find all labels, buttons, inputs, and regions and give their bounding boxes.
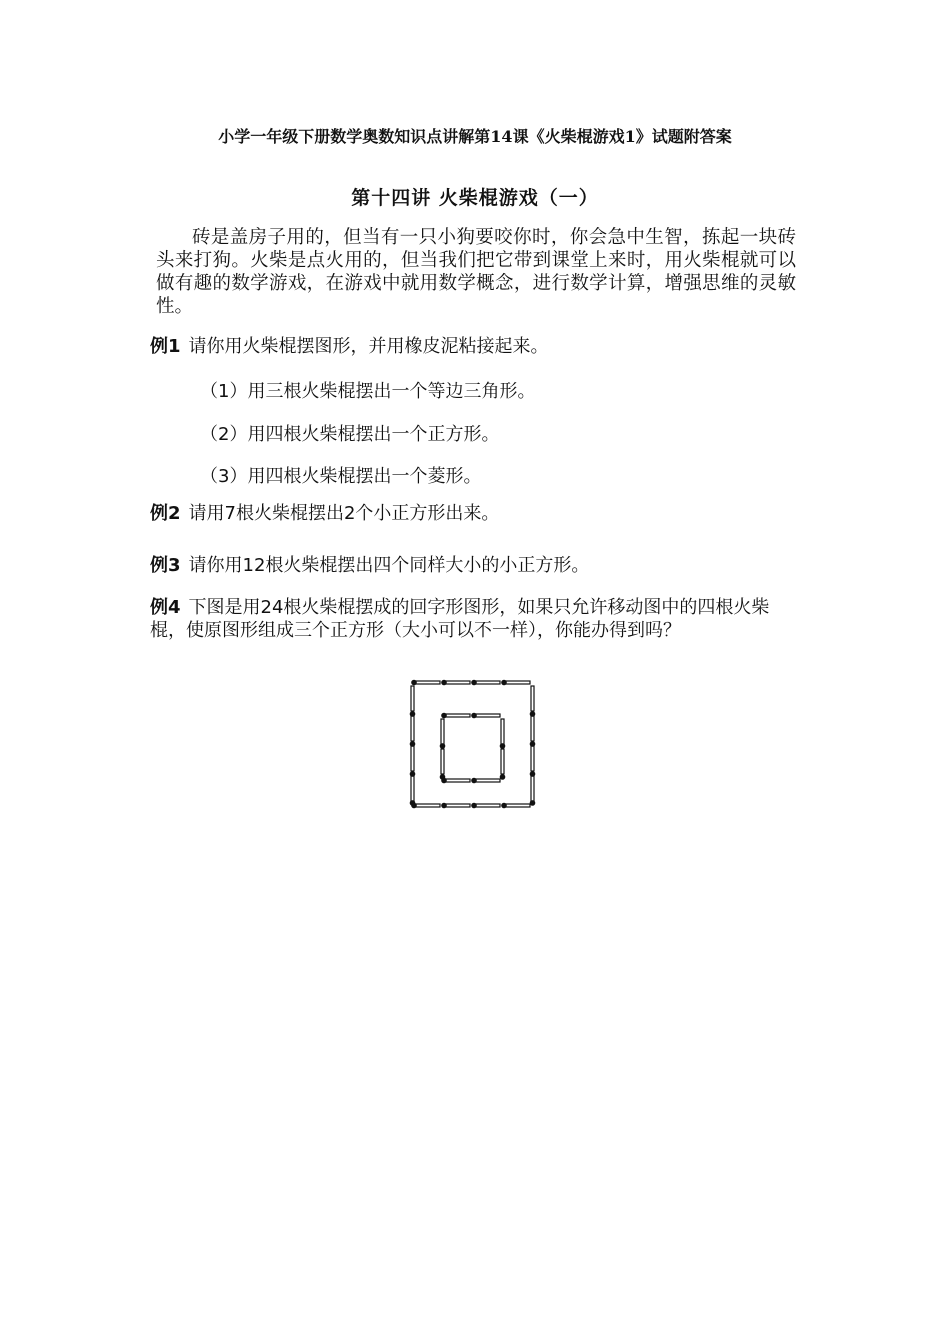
example-1-item-1: （1）用三根火柴棍摆出一个等边三角形。	[200, 381, 536, 402]
lesson-title: 第十四讲 火柴棍游戏（一）	[351, 187, 599, 209]
example-4-text: 下图是用24根火柴棍摆成的回字形图形，如果只允许移动图中的四根火柴棍，使原图形组成三个正方形（大小可以不一样），你能办得到吗？	[150, 597, 770, 641]
example-1-item-3: （3）用四根火柴棍摆出一个菱形。	[200, 466, 482, 487]
intro-paragraph: 砖是盖房子用的，但当有一只小狗要咬你时，你会急中生智，拣起一块砖头来打狗。火柴是点火用的，但当我们把它带到课堂上来时，用火柴棍就可以做有趣的数学游戏，在游戏中就用数学概念，进行数学计算，增强思维的灵敏性。	[156, 227, 796, 317]
example-4	[150, 596, 790, 642]
example-3-text: 请你用12根火柴棍摆出四个同样大小的小正方形。	[188, 555, 590, 576]
outer-square-matchsticks	[410, 680, 536, 809]
matchstick-figure	[405, 676, 540, 812]
example-3-label: 例3	[150, 555, 181, 576]
example-1-label: 例1	[150, 336, 181, 357]
example-3	[150, 554, 589, 577]
example-1-text: 请你用火柴棍摆图形，并用橡皮泥粘接起来。	[188, 336, 549, 357]
document-title: 小学一年级下册数学奥数知识点讲解第14课《火柴棍游戏1》试题附答案	[218, 127, 732, 146]
example-1	[150, 335, 549, 358]
example-2-label: 例2	[150, 503, 181, 524]
example-4-label: 例4	[150, 597, 181, 618]
example-2	[150, 502, 499, 525]
example-2-text: 请用7根火柴棍摆出2个小正方形出来。	[188, 503, 500, 524]
example-1-item-2: （2）用四根火柴棍摆出一个正方形。	[200, 424, 500, 445]
inner-square-matchsticks	[440, 713, 506, 784]
